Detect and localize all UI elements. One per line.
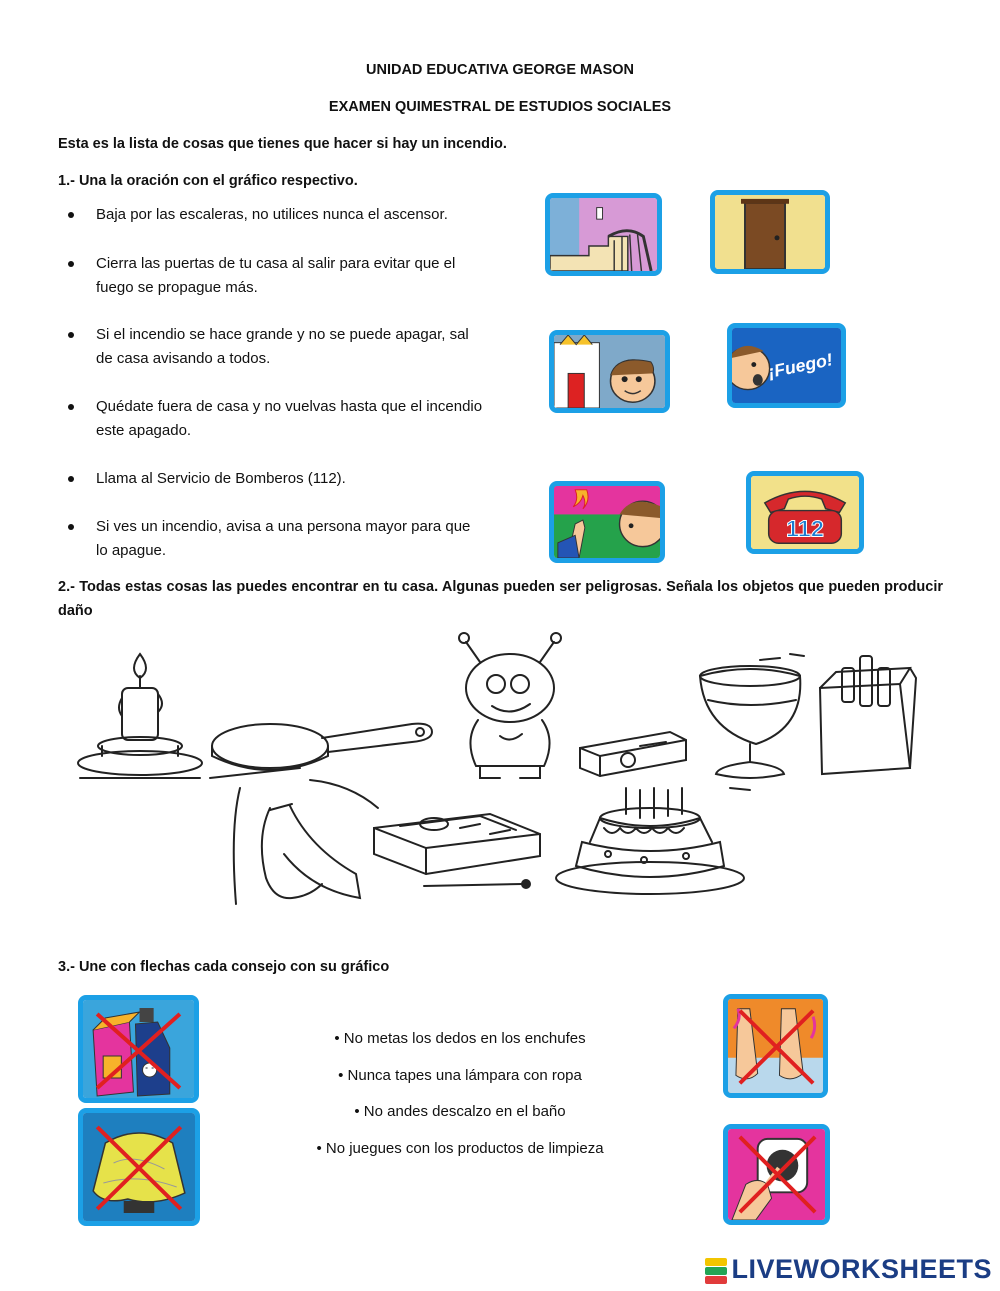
candle-icon[interactable]: [78, 654, 202, 778]
bare-feet-icon: [728, 999, 823, 1093]
pencil-sharpener-icon[interactable]: [580, 732, 686, 776]
banana-icon[interactable]: [234, 780, 378, 904]
exam-title: EXAMEN QUIMESTRAL DE ESTUDIOS SOCIALES: [328, 99, 672, 115]
matchbox-icon[interactable]: [374, 814, 540, 888]
house-boy-icon: [554, 335, 665, 408]
fire-alert-picture[interactable]: [727, 323, 846, 408]
outlet-picture[interactable]: [723, 1124, 830, 1225]
lamp-cloth-picture[interactable]: [78, 1108, 200, 1226]
door-icon: [715, 195, 825, 269]
alien-toy-icon[interactable]: [459, 633, 561, 778]
question-1: 1.- Una la oración con el gráfico respectivo.: [58, 173, 358, 189]
question-3: 3.- Une con flechas cada consejo con su gráfico: [58, 959, 390, 975]
cleaning-products-icon: [83, 1000, 194, 1098]
bullet-2: Cierra las puertas de tu casa al salir para evitar que el fuego se propague más.: [96, 252, 486, 300]
warn-adult-picture[interactable]: [549, 481, 665, 563]
electrical-outlet-icon: [728, 1129, 825, 1220]
phone-number-label: 112: [785, 515, 825, 542]
frying-pan-icon[interactable]: [210, 724, 432, 778]
tip-2: • Nunca tapes una lámpara con ropa: [338, 1067, 582, 1084]
school-name: UNIDAD EDUCATIVA GEORGE MASON: [366, 62, 634, 78]
shouting-boy-icon: [732, 328, 841, 403]
bullet-6: Si ves un incendio, avisa a una persona mayor para que lo apague.: [96, 515, 486, 563]
cleaning-products-picture[interactable]: [78, 995, 199, 1103]
tip-4: • No juegues con los productos de limpieza: [316, 1140, 604, 1157]
liveworksheets-logo: [705, 1254, 992, 1285]
bullet-1: Baja por las escaleras, no utilices nunca el ascensor.: [96, 203, 486, 227]
door-picture[interactable]: [710, 190, 830, 274]
covered-lamp-icon: [83, 1113, 195, 1221]
question-2: 2.- Todas estas cosas las puedes encontrar en tu casa. Algunas pueden ser peligrosas. Señala los objetos que pueden producir daño: [58, 579, 943, 619]
barefoot-picture[interactable]: [723, 994, 828, 1098]
intro-text: Esta es la lista de cosas que tienes que hacer si hay un incendio.: [58, 136, 507, 152]
cigarette-pack-icon[interactable]: [820, 656, 916, 774]
birthday-cake-icon[interactable]: [556, 788, 744, 894]
bullet-4: Quédate fuera de casa y no vuelvas hasta que el incendio este apagado.: [96, 395, 486, 443]
bullet-3: Si el incendio se hace grande y no se puede apagar, sal de casa avisando a todos.: [96, 323, 486, 371]
fire-shout-label: ¡Fuego!: [766, 349, 835, 382]
tip-1: • No metas los dedos en los enchufes: [334, 1030, 586, 1047]
stairs-picture[interactable]: [545, 193, 662, 276]
tip-3: • No andes descalzo en el baño: [354, 1103, 566, 1120]
phone-112-picture[interactable]: [746, 471, 864, 554]
bullet-5: Llama al Servicio de Bomberos (112).: [96, 467, 486, 491]
brand-name: LIVEWORKSHEETS: [731, 1254, 992, 1284]
pointing-boy-icon: [554, 486, 660, 558]
phone-icon: [751, 476, 859, 549]
stairs-icon: [550, 198, 657, 271]
exit-house-picture[interactable]: [549, 330, 670, 413]
glass-icon[interactable]: [700, 654, 804, 790]
logo-icon: [705, 1258, 727, 1284]
household-objects: [60, 628, 940, 908]
